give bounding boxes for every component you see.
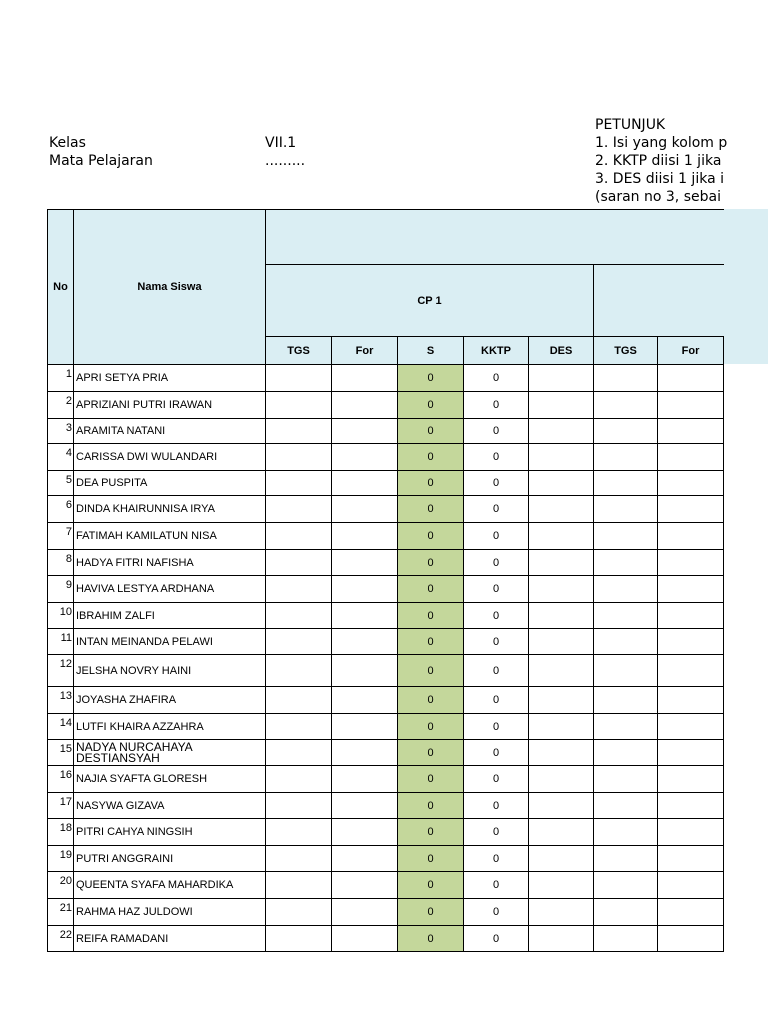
cell-for-2[interactable] xyxy=(658,471,724,496)
table-row xyxy=(48,899,724,926)
cell-des[interactable] xyxy=(529,550,594,576)
cell-for[interactable] xyxy=(332,603,398,629)
cell-tgs-2[interactable] xyxy=(594,550,658,576)
cp2-header xyxy=(594,265,724,337)
cell-des[interactable] xyxy=(529,846,594,872)
cell-for[interactable] xyxy=(332,523,398,550)
petunjuk-title: PETUNJUK xyxy=(595,117,666,133)
cell-for-2[interactable] xyxy=(658,550,724,576)
cell-des[interactable] xyxy=(529,819,594,846)
cell-tgs-2[interactable] xyxy=(594,846,658,872)
col-header-des: DES xyxy=(529,337,594,365)
table-row xyxy=(48,419,724,444)
cell-des[interactable] xyxy=(529,444,594,471)
cell-kktp: 0 xyxy=(464,655,529,687)
cell-for-2[interactable] xyxy=(658,655,724,687)
table-row xyxy=(48,496,724,523)
cell-kktp: 0 xyxy=(464,714,529,740)
table-row xyxy=(48,926,724,952)
row-number: 8 xyxy=(48,550,74,576)
cell-for-2[interactable] xyxy=(658,926,724,952)
cell-for-2[interactable] xyxy=(658,793,724,819)
cell-for[interactable] xyxy=(332,872,398,899)
cell-s: 0 xyxy=(398,444,464,471)
cell-des[interactable] xyxy=(529,392,594,419)
cell-tgs-2[interactable] xyxy=(594,444,658,471)
cell-des[interactable] xyxy=(529,419,594,444)
cell-tgs[interactable] xyxy=(266,766,332,793)
row-number: 11 xyxy=(48,629,74,655)
student-name: REIFA RAMADANI xyxy=(74,926,266,952)
table-row xyxy=(48,714,724,740)
cell-kktp: 0 xyxy=(464,603,529,629)
col-header-s: S xyxy=(398,337,464,365)
petunjuk-line-2: 2. KKTP diisi 1 jika xyxy=(595,153,722,169)
cell-tgs[interactable] xyxy=(266,655,332,687)
grade-table xyxy=(47,209,724,952)
row-number: 22 xyxy=(48,926,74,952)
table-row xyxy=(48,872,724,899)
student-name: INTAN MEINANDA PELAWI xyxy=(74,629,266,655)
cell-tgs[interactable] xyxy=(266,629,332,655)
row-number: 21 xyxy=(48,899,74,926)
row-number: 13 xyxy=(48,687,74,714)
student-name: CARISSA DWI WULANDARI xyxy=(74,444,266,471)
cell-tgs[interactable] xyxy=(266,496,332,523)
cell-des[interactable] xyxy=(529,926,594,952)
cell-tgs[interactable] xyxy=(266,846,332,872)
cell-tgs-2[interactable] xyxy=(594,496,658,523)
cell-for[interactable] xyxy=(332,740,398,766)
row-number: 3 xyxy=(48,419,74,444)
cell-kktp: 0 xyxy=(464,926,529,952)
cell-tgs[interactable] xyxy=(266,687,332,714)
cell-for-2[interactable] xyxy=(658,846,724,872)
top-header-band xyxy=(266,210,724,265)
cell-for-2[interactable] xyxy=(658,392,724,419)
petunjuk-line-1: 1. Isi yang kolom p xyxy=(595,135,728,151)
student-name: IBRAHIM ZALFI xyxy=(74,603,266,629)
cell-for-2[interactable] xyxy=(658,766,724,793)
cell-for[interactable] xyxy=(332,766,398,793)
table-row xyxy=(48,392,724,419)
table-row xyxy=(48,819,724,846)
cell-tgs-2[interactable] xyxy=(594,576,658,603)
cell-for[interactable] xyxy=(332,687,398,714)
cell-for[interactable] xyxy=(332,392,398,419)
cell-for[interactable] xyxy=(332,926,398,952)
cell-for[interactable] xyxy=(332,899,398,926)
cell-tgs-2[interactable] xyxy=(594,819,658,846)
student-name: JELSHA NOVRY HAINI xyxy=(74,655,266,687)
cell-s: 0 xyxy=(398,793,464,819)
student-name: HAVIVA LESTYA ARDHANA xyxy=(74,576,266,603)
cell-for-2[interactable] xyxy=(658,419,724,444)
cell-for-2[interactable] xyxy=(658,714,724,740)
cell-kktp: 0 xyxy=(464,687,529,714)
student-name: APRIZIANI PUTRI IRAWAN xyxy=(74,392,266,419)
cell-des[interactable] xyxy=(529,793,594,819)
cell-tgs[interactable] xyxy=(266,793,332,819)
cell-kktp: 0 xyxy=(464,576,529,603)
cell-tgs-2[interactable] xyxy=(594,899,658,926)
col-header-tgs: TGS xyxy=(266,337,332,365)
cell-tgs[interactable] xyxy=(266,419,332,444)
cell-des[interactable] xyxy=(529,655,594,687)
cell-des[interactable] xyxy=(529,872,594,899)
cell-des[interactable] xyxy=(529,629,594,655)
cell-tgs[interactable] xyxy=(266,576,332,603)
table-row xyxy=(48,655,724,687)
row-number: 7 xyxy=(48,523,74,550)
table-row xyxy=(48,846,724,872)
cell-for[interactable] xyxy=(332,714,398,740)
cell-for-2[interactable] xyxy=(658,629,724,655)
cell-s: 0 xyxy=(398,603,464,629)
cell-kktp: 0 xyxy=(464,365,529,392)
cell-s: 0 xyxy=(398,687,464,714)
col-header-for-2: For xyxy=(658,337,724,365)
student-name: JOYASHA ZHAFIRA xyxy=(74,687,266,714)
cell-s: 0 xyxy=(398,766,464,793)
cell-s: 0 xyxy=(398,523,464,550)
cell-for-2[interactable] xyxy=(658,603,724,629)
cell-s: 0 xyxy=(398,819,464,846)
cell-tgs[interactable] xyxy=(266,926,332,952)
row-number: 20 xyxy=(48,872,74,899)
mapel-value: ......... xyxy=(265,153,306,169)
cell-des[interactable] xyxy=(529,576,594,603)
cell-kktp: 0 xyxy=(464,471,529,496)
row-number: 4 xyxy=(48,444,74,471)
cell-des[interactable] xyxy=(529,523,594,550)
cell-tgs[interactable] xyxy=(266,872,332,899)
cell-des[interactable] xyxy=(529,365,594,392)
cell-kktp: 0 xyxy=(464,444,529,471)
cell-kktp: 0 xyxy=(464,629,529,655)
cell-for[interactable] xyxy=(332,629,398,655)
cell-s: 0 xyxy=(398,629,464,655)
student-name: NAJIA SYAFTA GLORESH xyxy=(74,766,266,793)
student-name: HADYA FITRI NAFISHA xyxy=(74,550,266,576)
cell-for[interactable] xyxy=(332,419,398,444)
cell-tgs[interactable] xyxy=(266,365,332,392)
mapel-label: Mata Pelajaran xyxy=(49,153,153,169)
student-name: DEA PUSPITA xyxy=(74,471,266,496)
cell-for-2[interactable] xyxy=(658,444,724,471)
row-number: 10 xyxy=(48,603,74,629)
cell-for-2[interactable] xyxy=(658,496,724,523)
cp1-header: CP 1 xyxy=(266,265,594,337)
cell-for-2[interactable] xyxy=(658,365,724,392)
cell-kktp: 0 xyxy=(464,793,529,819)
cell-for[interactable] xyxy=(332,846,398,872)
cell-for-2[interactable] xyxy=(658,899,724,926)
table-row xyxy=(48,687,724,714)
cell-tgs-2[interactable] xyxy=(594,926,658,952)
cell-tgs-2[interactable] xyxy=(594,471,658,496)
cell-kktp: 0 xyxy=(464,872,529,899)
cell-s: 0 xyxy=(398,926,464,952)
table-row xyxy=(48,629,724,655)
col-header-tgs-2: TGS xyxy=(594,337,658,365)
cell-des[interactable] xyxy=(529,899,594,926)
cell-des[interactable] xyxy=(529,471,594,496)
kelas-value: VII.1 xyxy=(265,135,297,151)
student-name: QUEENTA SYAFA MAHARDIKA xyxy=(74,872,266,899)
col-header-kktp: KKTP xyxy=(464,337,529,365)
cell-kktp: 0 xyxy=(464,419,529,444)
cell-for[interactable] xyxy=(332,471,398,496)
cell-tgs-2[interactable] xyxy=(594,687,658,714)
kelas-label: Kelas xyxy=(49,135,86,151)
cell-tgs-2[interactable] xyxy=(594,766,658,793)
cell-tgs-2[interactable] xyxy=(594,392,658,419)
table-row xyxy=(48,740,724,766)
name-header: Nama Siswa xyxy=(74,210,266,365)
student-name: NADYA NURCAHAYA DESTIANSYAH xyxy=(74,740,266,766)
cell-tgs-2[interactable] xyxy=(594,419,658,444)
header-fill-extension xyxy=(723,209,768,364)
student-name: APRI SETYA PRIA xyxy=(74,365,266,392)
row-number: 18 xyxy=(48,819,74,846)
cell-des[interactable] xyxy=(529,740,594,766)
cell-s: 0 xyxy=(398,846,464,872)
row-number: 6 xyxy=(48,496,74,523)
row-number: 14 xyxy=(48,714,74,740)
student-name: DINDA KHAIRUNNISA IRYA xyxy=(74,496,266,523)
cell-s: 0 xyxy=(398,740,464,766)
student-name: LUTFI KHAIRA AZZAHRA xyxy=(74,714,266,740)
cell-kktp: 0 xyxy=(464,523,529,550)
table-row xyxy=(48,603,724,629)
cell-tgs[interactable] xyxy=(266,392,332,419)
cell-s: 0 xyxy=(398,419,464,444)
cell-for-2[interactable] xyxy=(658,819,724,846)
cell-kktp: 0 xyxy=(464,766,529,793)
cell-s: 0 xyxy=(398,655,464,687)
cell-tgs-2[interactable] xyxy=(594,365,658,392)
cell-tgs[interactable] xyxy=(266,471,332,496)
cell-kktp: 0 xyxy=(464,392,529,419)
cell-des[interactable] xyxy=(529,687,594,714)
cell-kktp: 0 xyxy=(464,496,529,523)
student-name: ARAMITA NATANI xyxy=(74,419,266,444)
no-header: No xyxy=(48,210,74,365)
cell-tgs-2[interactable] xyxy=(594,793,658,819)
row-number: 5 xyxy=(48,471,74,496)
cell-s: 0 xyxy=(398,714,464,740)
cell-tgs-2[interactable] xyxy=(594,629,658,655)
table-row xyxy=(48,365,724,392)
cell-kktp: 0 xyxy=(464,740,529,766)
cell-for[interactable] xyxy=(332,444,398,471)
cell-tgs[interactable] xyxy=(266,603,332,629)
cell-tgs[interactable] xyxy=(266,740,332,766)
table-row xyxy=(48,576,724,603)
table-row xyxy=(48,471,724,496)
table-row xyxy=(48,766,724,793)
cell-tgs[interactable] xyxy=(266,899,332,926)
cell-tgs-2[interactable] xyxy=(594,740,658,766)
cell-for-2[interactable] xyxy=(658,740,724,766)
cell-tgs-2[interactable] xyxy=(594,603,658,629)
cell-s: 0 xyxy=(398,471,464,496)
cell-s: 0 xyxy=(398,392,464,419)
row-number: 15 xyxy=(48,740,74,766)
cell-s: 0 xyxy=(398,576,464,603)
student-name: FATIMAH KAMILATUN NISA xyxy=(74,523,266,550)
cell-des[interactable] xyxy=(529,603,594,629)
cell-tgs-2[interactable] xyxy=(594,655,658,687)
cell-kktp: 0 xyxy=(464,550,529,576)
cell-s: 0 xyxy=(398,365,464,392)
petunjuk-line-3: 3. DES diisi 1 jika i xyxy=(595,171,724,187)
student-name: NASYWA GIZAVA xyxy=(74,793,266,819)
petunjuk-block xyxy=(595,116,768,206)
cell-tgs[interactable] xyxy=(266,819,332,846)
cell-for-2[interactable] xyxy=(658,576,724,603)
cell-for-2[interactable] xyxy=(658,872,724,899)
cell-for-2[interactable] xyxy=(658,523,724,550)
cell-kktp: 0 xyxy=(464,899,529,926)
petunjuk-line-4: (saran no 3, sebai xyxy=(595,189,721,205)
table-row xyxy=(48,523,724,550)
cell-tgs[interactable] xyxy=(266,714,332,740)
row-number: 16 xyxy=(48,766,74,793)
cell-s: 0 xyxy=(398,496,464,523)
cell-s: 0 xyxy=(398,899,464,926)
table-row xyxy=(48,550,724,576)
cell-for-2[interactable] xyxy=(658,687,724,714)
cell-for[interactable] xyxy=(332,576,398,603)
cell-for[interactable] xyxy=(332,793,398,819)
cell-for[interactable] xyxy=(332,365,398,392)
cell-des[interactable] xyxy=(529,496,594,523)
row-number: 19 xyxy=(48,846,74,872)
cell-tgs[interactable] xyxy=(266,444,332,471)
table-row xyxy=(48,793,724,819)
student-name: PUTRI ANGGRAINI xyxy=(74,846,266,872)
row-number: 17 xyxy=(48,793,74,819)
cell-for[interactable] xyxy=(332,819,398,846)
cell-tgs-2[interactable] xyxy=(594,714,658,740)
cell-tgs-2[interactable] xyxy=(594,523,658,550)
cell-s: 0 xyxy=(398,872,464,899)
student-name: PITRI CAHYA NINGSIH xyxy=(74,819,266,846)
row-number: 2 xyxy=(48,392,74,419)
table-row xyxy=(48,444,724,471)
cell-kktp: 0 xyxy=(464,819,529,846)
student-name: RAHMA HAZ JULDOWI xyxy=(74,899,266,926)
cell-tgs[interactable] xyxy=(266,523,332,550)
row-number: 12 xyxy=(48,655,74,687)
cell-kktp: 0 xyxy=(464,846,529,872)
row-number: 1 xyxy=(48,365,74,392)
cell-for[interactable] xyxy=(332,550,398,576)
col-header-for: For xyxy=(332,337,398,365)
cell-for[interactable] xyxy=(332,655,398,687)
cell-des[interactable] xyxy=(529,766,594,793)
cell-for[interactable] xyxy=(332,496,398,523)
row-number: 9 xyxy=(48,576,74,603)
cell-tgs[interactable] xyxy=(266,550,332,576)
cell-tgs-2[interactable] xyxy=(594,872,658,899)
cell-s: 0 xyxy=(398,550,464,576)
cell-des[interactable] xyxy=(529,714,594,740)
